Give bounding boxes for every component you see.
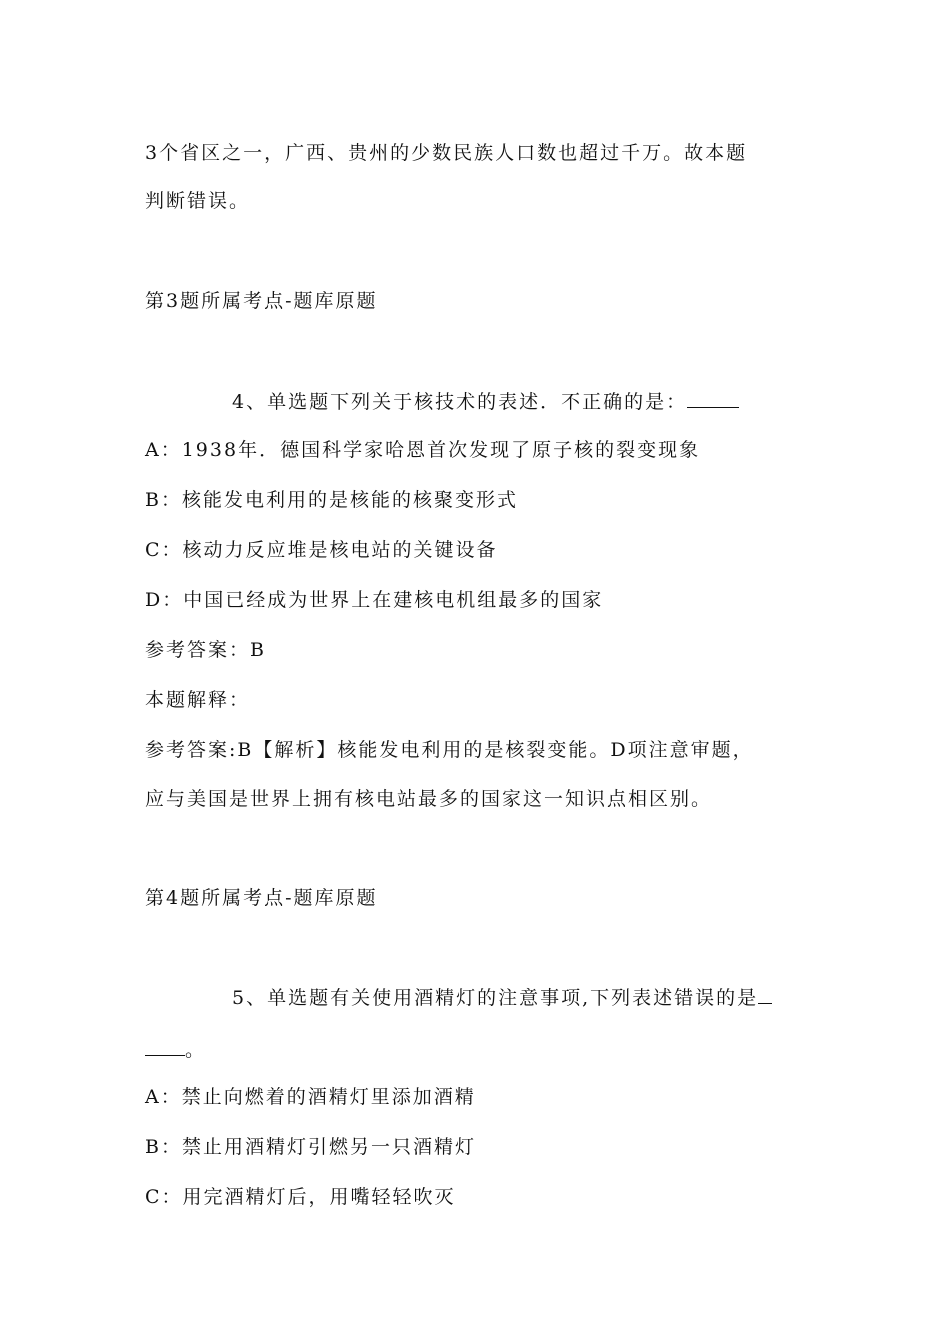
q4-stem-text: 4、单选题下列关于核技术的表述．不正确的是： [232,391,688,413]
q4-explanation-line-2: 应与美国是世界上拥有核电站最多的国家这一知识点相区别。 [145,788,713,810]
q5-stem-continued [145,1037,206,1063]
q5-option-a: A：禁止向燃着的酒精灯里添加酒精 [145,1086,476,1108]
q4-explanation-label: 本题解释： [145,689,251,711]
q4-option-a: A：1938年．德国科学家哈恩首次发现了原子核的裂变现象 [145,439,701,461]
q4-stem [232,389,739,415]
q4-option-d: D：中国已经成为世界上在建核电机组最多的国家 [145,589,604,611]
q5-stem-text: 5、单选题有关使用酒精灯的注意事项,下列表述错误的是 [232,987,759,1009]
q4-answer: 参考答案：B [145,639,266,661]
q3-explanation-line-1: 3个省区之一，广西、贵州的少数民族人口数也超过千万。故本题 [145,142,748,164]
q5-stem-end: 。 [185,1039,207,1061]
q4-knowledge-point: 第4题所属考点-题库原题 [145,887,378,909]
q3-explanation-line-2: 判断错误。 [145,190,251,212]
q4-explanation-line-1: 参考答案:B【解析】核能发电利用的是核裂变能。D项注意审题， [145,739,754,761]
q5-answer-blank-start [758,985,772,1004]
q3-knowledge-point: 第3题所属考点-题库原题 [145,290,378,312]
q5-option-b: B：禁止用酒精灯引燃另一只酒精灯 [145,1136,476,1158]
q5-stem [232,985,772,1011]
q4-option-c: C：核动力反应堆是核电站的关键设备 [145,539,498,561]
q4-option-b: B：核能发电利用的是核能的核聚变形式 [145,489,518,511]
q5-option-c: C：用完酒精灯后，用嘴轻轻吹灭 [145,1186,456,1208]
q4-answer-blank [687,389,739,408]
q5-answer-blank-end [145,1037,185,1056]
